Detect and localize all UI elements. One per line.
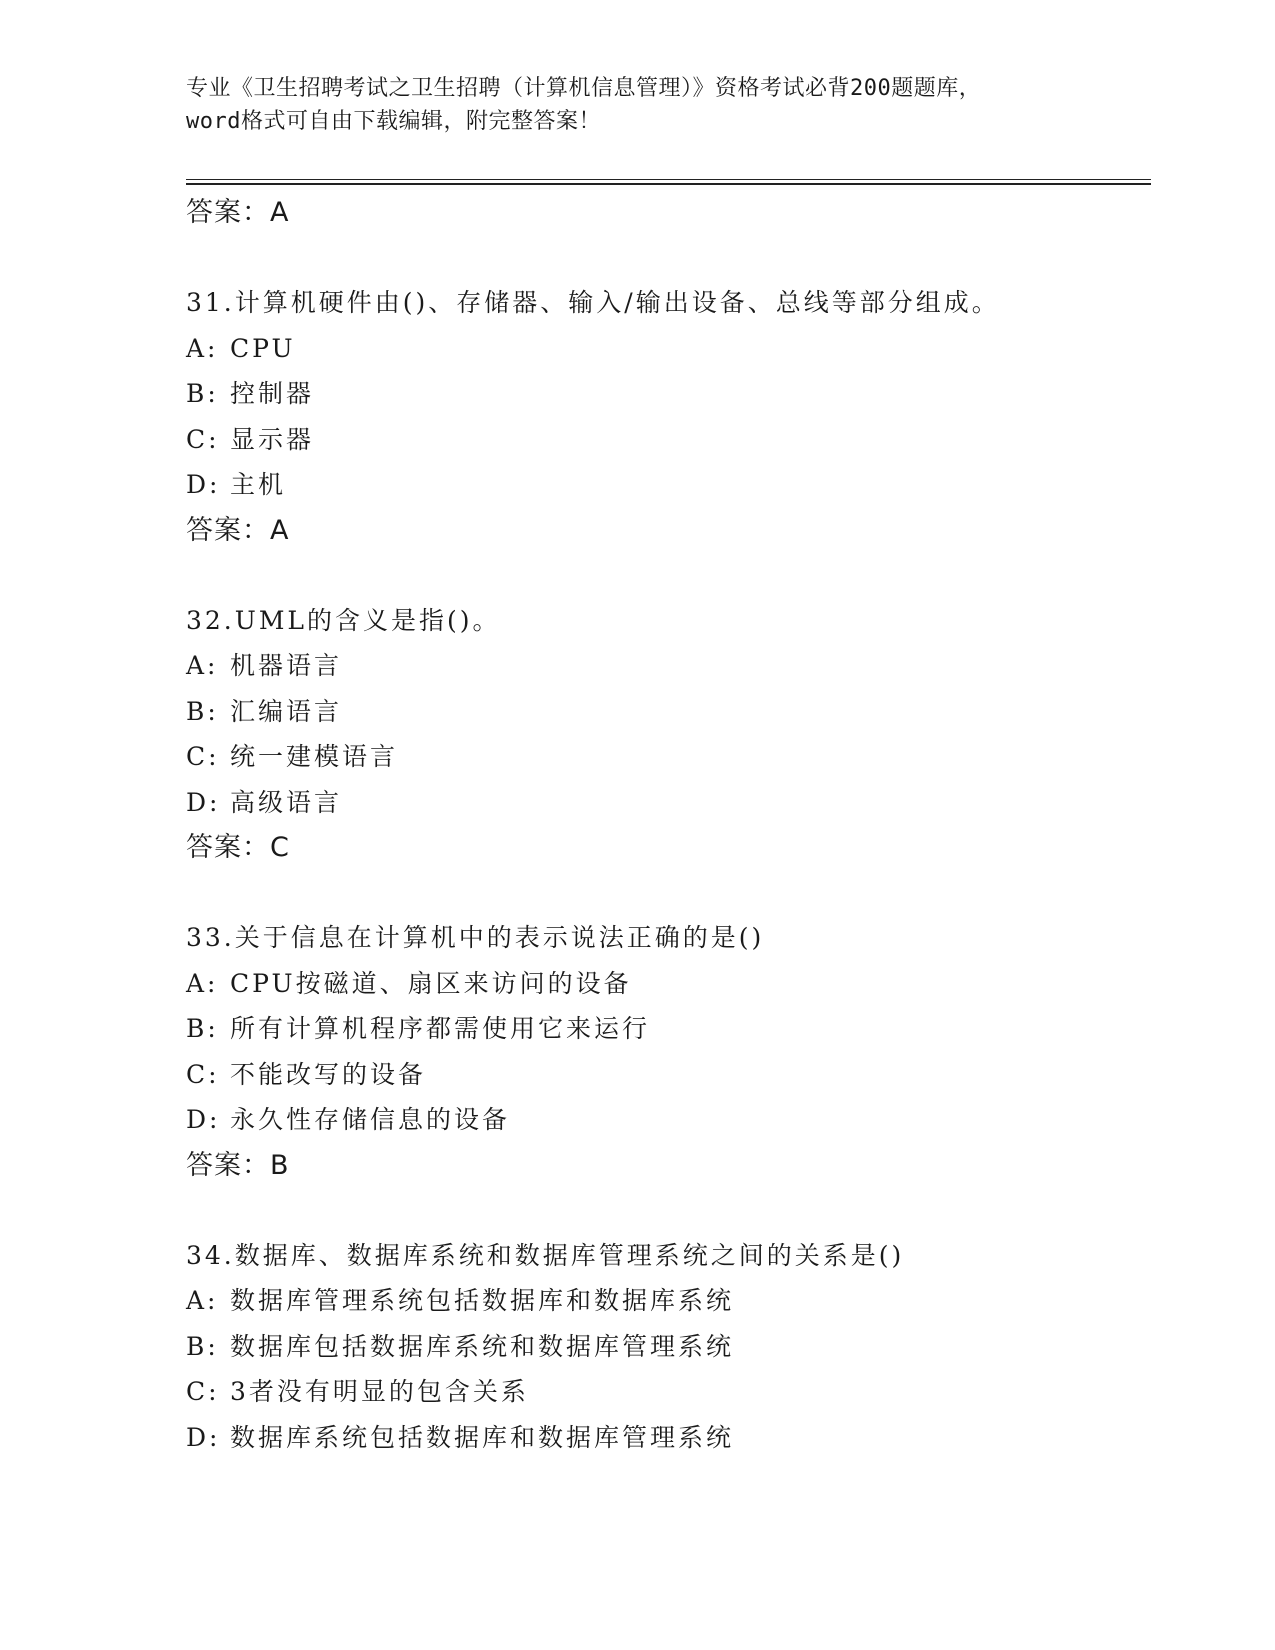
answer-line: 答案：C xyxy=(186,832,290,863)
option-letter: D: xyxy=(186,1105,221,1134)
option-text: 不能改写的设备 xyxy=(230,1059,427,1089)
option-b xyxy=(186,1324,1146,1370)
header-line-2: word格式可自由下载编辑，附完整答案！ xyxy=(186,109,601,134)
option-letter: D: xyxy=(186,470,221,499)
option-letter: B: xyxy=(186,1331,219,1361)
option-letter: A: xyxy=(186,1286,219,1315)
option-b xyxy=(186,371,1146,417)
question-31 xyxy=(186,280,1146,554)
question-stem: 31.计算机硬件由()、存储器、输入/输出设备、总线等部分组成。 xyxy=(186,288,1000,317)
question-stem: 33.关于信息在计算机中的表示说法正确的是() xyxy=(186,923,765,952)
option-text: CPU按磁道、扇区来访问的设备 xyxy=(230,968,632,998)
header-line-1: 专业《卫生招聘考试之卫生招聘（计算机信息管理）》资格考试必背200题题库， xyxy=(186,76,982,101)
option-c xyxy=(186,1052,1146,1098)
option-c xyxy=(186,734,1146,780)
option-text: 数据库管理系统包括数据库和数据库系统 xyxy=(230,1286,735,1315)
option-text: 统一建模语言 xyxy=(230,742,399,771)
option-d xyxy=(186,1415,1146,1461)
option-text: 3者没有明显的包含关系 xyxy=(230,1377,529,1406)
option-d xyxy=(186,462,1146,508)
question-list xyxy=(186,190,1146,1460)
option-letter: D: xyxy=(186,1422,221,1452)
option-d xyxy=(186,780,1146,826)
option-text: 显示器 xyxy=(230,424,315,454)
option-b xyxy=(186,689,1146,735)
option-a xyxy=(186,326,1146,372)
option-b xyxy=(186,1006,1146,1052)
option-letter: A: xyxy=(186,333,219,363)
question-33 xyxy=(186,915,1146,1189)
option-text: 主机 xyxy=(230,470,287,499)
answer-line: 答案：B xyxy=(186,1149,290,1181)
option-letter: C: xyxy=(186,1377,220,1406)
option-c xyxy=(186,1369,1146,1415)
question-stem: 32.UML的含义是指()。 xyxy=(186,605,501,635)
answer-line: 答案：A xyxy=(186,514,290,546)
option-letter: C: xyxy=(186,742,220,771)
question-stem: 34.数据库、数据库系统和数据库管理系统之间的关系是() xyxy=(186,1240,905,1270)
document-header xyxy=(186,72,1086,138)
option-letter: C: xyxy=(186,424,220,454)
option-text: 高级语言 xyxy=(230,787,343,817)
header-divider-thick xyxy=(186,183,1151,185)
option-text: 机器语言 xyxy=(230,651,343,680)
option-letter: B: xyxy=(186,1014,219,1043)
option-letter: B: xyxy=(186,379,219,408)
option-text: 汇编语言 xyxy=(230,696,343,726)
option-text: 数据库系统包括数据库和数据库管理系统 xyxy=(230,1422,735,1452)
option-letter: B: xyxy=(186,696,219,726)
option-a xyxy=(186,1278,1146,1324)
option-text: 所有计算机程序都需使用它来运行 xyxy=(230,1014,651,1043)
option-letter: C: xyxy=(186,1059,220,1089)
question-34 xyxy=(186,1233,1146,1461)
option-text: 控制器 xyxy=(230,379,315,408)
option-text: 数据库包括数据库系统和数据库管理系统 xyxy=(230,1331,735,1361)
answer-line: 答案：A xyxy=(186,197,290,228)
question-32 xyxy=(186,598,1146,872)
option-letter: D: xyxy=(186,787,221,817)
option-text: 永久性存储信息的设备 xyxy=(230,1105,511,1134)
option-a xyxy=(186,643,1146,689)
option-d xyxy=(186,1097,1146,1143)
option-letter: A: xyxy=(186,968,219,998)
option-c xyxy=(186,417,1146,463)
option-a xyxy=(186,961,1146,1007)
option-text: CPU xyxy=(230,333,296,363)
header-divider-thin xyxy=(186,179,1151,180)
option-letter: A: xyxy=(186,651,219,680)
